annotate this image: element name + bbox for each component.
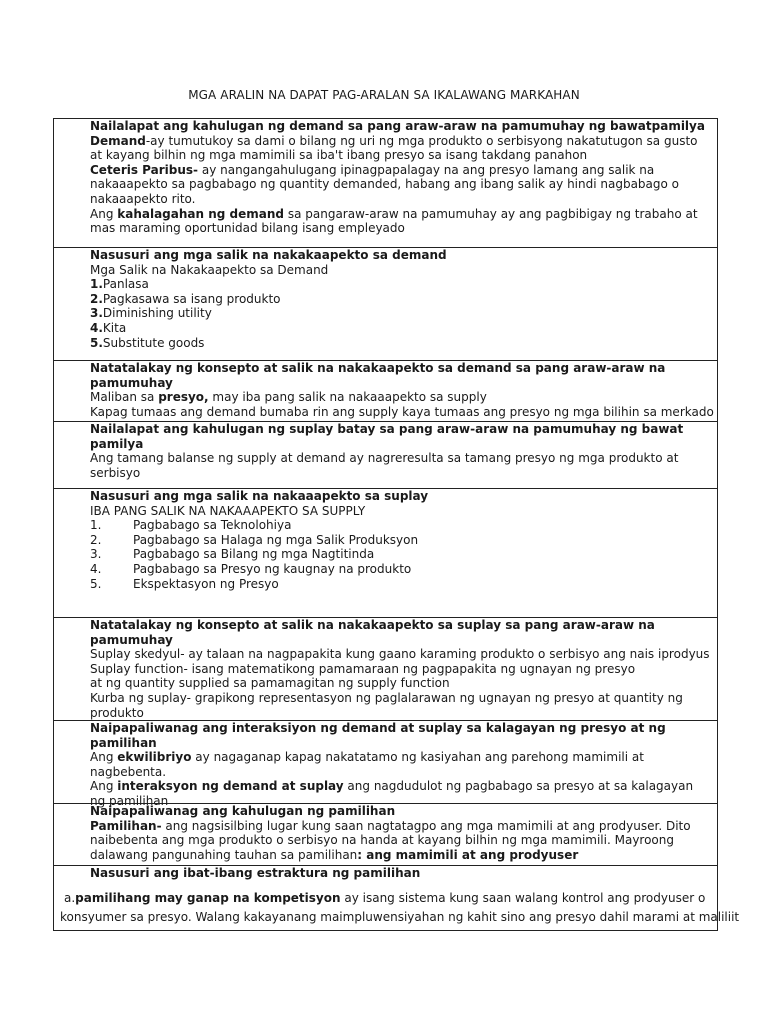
list-item bbox=[90, 306, 711, 321]
ceteris-term: Ceteris Paribus- bbox=[90, 162, 199, 177]
item-text: Pagbabago sa Presyo ng kaugnay na produkto bbox=[133, 561, 412, 576]
row-heading: Naipapaliwanag ang interaksiyon ng demand at suplay sa kalagayan ng presyo at ng pamilihan bbox=[90, 721, 666, 750]
item-text: Substitute goods bbox=[102, 335, 205, 350]
row-heading: Nailalapat ang kahulugan ng suplay batay sa pang araw-araw na pamumuhay ng bawat pamilya bbox=[90, 422, 684, 451]
lesson-row-1 bbox=[54, 119, 717, 248]
row-line: Kurba ng suplay- grapikong representasyon ng paglalarawan ng ugnayan ng presyo at quantity ng produkto bbox=[90, 690, 683, 720]
ceteris-definition bbox=[90, 163, 711, 207]
market-term: Pamilihan- bbox=[90, 818, 162, 833]
item-text: Pagbabago sa Halaga ng mga Salik Produksyon bbox=[133, 532, 419, 547]
market-actors: : ang mamimili at ang prodyuser bbox=[357, 847, 579, 862]
equilibrium-line bbox=[90, 750, 711, 779]
row-heading: Naipapaliwanag ang kahulugan ng pamilihan bbox=[90, 804, 396, 818]
competition-term: pamilihang may ganap na kompetisyon bbox=[75, 890, 341, 905]
row-heading: Nasusuri ang mga salik na nakaaapekto sa suplay bbox=[90, 489, 429, 503]
lesson-row-6 bbox=[54, 618, 717, 721]
line-post: may iba pang salik na nakaaapekto sa supply bbox=[208, 390, 487, 405]
item-number: 3. bbox=[90, 547, 102, 562]
lesson-row-5 bbox=[54, 489, 717, 618]
item-number: 1. bbox=[90, 277, 103, 292]
item-number: 4. bbox=[90, 320, 103, 335]
lesson-row-8 bbox=[54, 804, 717, 866]
demand-def: -ay tumutukoy sa dami o bilang ng uri ng mga produkto o serbisyong nakatutugon sa gusto at kayang bilhin ng mga mamimili sa iba't ibang presyo sa isang takdang panahon bbox=[90, 133, 698, 163]
lesson-row-2 bbox=[54, 248, 717, 361]
market-definition bbox=[90, 819, 711, 863]
market-def: ang nagsisilbing lugar kung saan nagtatagpo ang mga mamimili at ang prodyuser. Dito naibebenta ang mga produkto o serbisyo na handa at kayang bilhin ng mga mamimili. Mayroong dalawang pangunahing tauhan sa pamilihan bbox=[90, 818, 691, 862]
list-item bbox=[90, 336, 711, 351]
line-pre: Ang bbox=[90, 779, 118, 794]
line-post: ang nagdudulot ng pagbabago sa presyo at sa kalagayan ng pamilihan bbox=[90, 779, 694, 808]
row-heading: Natatalakay ng konsepto at salik na nakakaapekto sa demand sa pang araw-araw na pamumuhay bbox=[90, 361, 666, 390]
row-text: Ang tamang balanse ng supply at demand ay nagreresulta sa tamang presyo ng mga produkto at serbisyo bbox=[90, 451, 679, 480]
page-title: MGA ARALIN NA DAPAT PAG-ARALAN SA IKALAWANG MARKAHAN bbox=[188, 88, 580, 102]
list-item bbox=[90, 577, 711, 592]
list-item bbox=[90, 562, 711, 577]
price-term: presyo, bbox=[158, 390, 209, 405]
line-post: ay isang sistema kung saan walang kontrol ang prodyuser o bbox=[340, 890, 706, 905]
row-line bbox=[90, 390, 711, 405]
demand-term: Demand bbox=[90, 133, 146, 148]
item-text: Pagkasawa sa isang produkto bbox=[102, 291, 281, 306]
item-text: Kita bbox=[102, 320, 127, 335]
list-item bbox=[90, 533, 711, 548]
item-number: 4. bbox=[90, 561, 102, 576]
spacer bbox=[60, 881, 711, 891]
row-heading: Nasusuri ang mga salik na nakakaapekto sa demand bbox=[90, 248, 447, 262]
structure-item-a bbox=[60, 891, 711, 906]
list-item bbox=[90, 277, 711, 292]
demand-definition bbox=[90, 134, 711, 163]
line-pre: Ang bbox=[90, 750, 118, 765]
item-text: Pagbabago sa Bilang ng mga Nagtitinda bbox=[133, 547, 375, 562]
list-item bbox=[90, 518, 711, 533]
item-text: Pagbabago sa Teknolohiya bbox=[133, 518, 292, 533]
row-subtitle: Mga Salik na Nakakaapekto sa Demand bbox=[90, 262, 329, 277]
equilibrium-term: ekwilibriyo bbox=[117, 750, 192, 765]
row-heading: Nasusuri ang ibat-ibang estraktura ng pamilihan bbox=[90, 866, 421, 880]
item-text: Panlasa bbox=[102, 277, 149, 292]
lesson-row-9 bbox=[54, 866, 740, 930]
list-item bbox=[90, 292, 711, 307]
line-pre: Maliban sa bbox=[90, 390, 159, 405]
row-line: at ng quantity supplied sa pamamagitan ng supply function bbox=[90, 676, 450, 691]
importance-post: sa pangaraw-araw na pamumuhay ay ang pagbibigay ng trabaho at mas maraming oportunidad bilang isang empleyado bbox=[90, 206, 698, 236]
lesson-row-7 bbox=[54, 721, 717, 808]
lesson-row-3 bbox=[54, 361, 717, 422]
row-line: Suplay skedyul- ay talaan na nagpapakita kung gaano karaming produkto o serbisyo ang nais iprodyus bbox=[90, 647, 710, 662]
item-number: 2. bbox=[90, 532, 102, 547]
row-line: Kapag tumaas ang demand bumaba rin ang supply kaya tumaas ang presyo ng mga bilihin sa merkado bbox=[90, 404, 714, 419]
row-heading: Natatalakay ng konsepto at salik na nakakaapekto sa suplay sa pang araw-araw na pamumuhay bbox=[90, 618, 655, 647]
lesson-row-4 bbox=[54, 422, 717, 489]
ceteris-def: ay nangangahulugang ipinagpapalagay na ang presyo lamang ang salik na nakaaapekto sa pagbabago ng quantity demanded, habang ang ibang salik ay hindi nagbabago o nakaaapekto rito. bbox=[90, 162, 680, 206]
list-item bbox=[90, 321, 711, 336]
item-number: 3. bbox=[90, 306, 103, 321]
structure-item-a-continued: konsyumer sa presyo. Walang kakayanang maimpluwensiyahan ng kahit sino ang presyo dahil marami at maliliit bbox=[60, 910, 740, 925]
list-item bbox=[90, 547, 711, 562]
item-number: 5. bbox=[90, 335, 103, 350]
interaction-term: interaksyon ng demand at suplay bbox=[117, 779, 344, 794]
row-line: Suplay function- isang matematikong pamamaraan ng pagpapakita ng ugnayan ng presyo bbox=[90, 661, 636, 676]
importance-text bbox=[90, 207, 711, 236]
item-text: Diminishing utility bbox=[102, 306, 212, 321]
item-text: Ekspektasyon ng Presyo bbox=[133, 576, 279, 591]
importance-term: kahalagahan ng demand bbox=[117, 206, 285, 221]
item-letter: a. bbox=[64, 890, 76, 905]
item-number: 2. bbox=[90, 291, 103, 306]
importance-pre: Ang bbox=[90, 206, 118, 221]
item-number: 1. bbox=[90, 518, 102, 533]
row-heading: Nailalapat ang kahulugan ng demand sa pang araw-araw na pamumuhay ng bawatpamilya bbox=[90, 119, 705, 133]
row-subtitle: IBA PANG SALIK NA NAKAAAPEKTO SA SUPPLY bbox=[90, 503, 366, 518]
lesson-table bbox=[53, 118, 740, 931]
line-post: ay nagaganap kapag nakatatamo ng kasiyahan ang parehong mamimili at nagbebenta. bbox=[90, 750, 644, 779]
item-number: 5. bbox=[90, 576, 102, 591]
